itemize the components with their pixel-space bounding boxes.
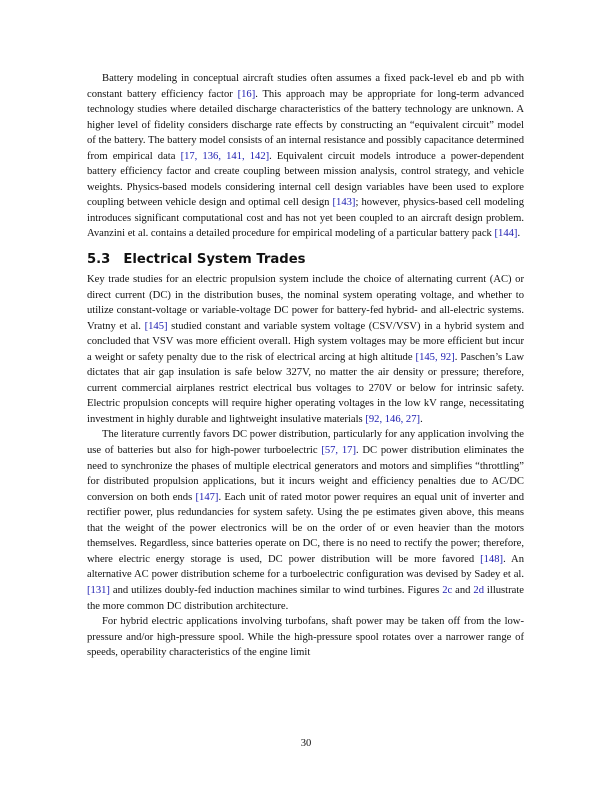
citation[interactable]: [57, 17]: [321, 445, 356, 457]
paragraph-hybrid-turbofan: For hybrid electric applications involving turbofans, shaft power may be taken off from the low-pressure and/or high-pressure spool. While the high-pressure spool rotates over a narrower range of speeds, operability characteristics of the engine limit: [87, 616, 524, 659]
citation[interactable]: [17, 136, 141, 142]: [180, 150, 270, 162]
figure-ref[interactable]: 2d: [473, 584, 484, 596]
citation[interactable]: [148]: [480, 553, 504, 565]
citation[interactable]: [145]: [144, 320, 168, 332]
citation[interactable]: [131]: [87, 584, 110, 596]
citation[interactable]: [16]: [237, 88, 256, 100]
figure-ref[interactable]: 2c: [442, 584, 453, 596]
page-body: [87, 71, 524, 661]
citation[interactable]: [147]: [195, 491, 219, 503]
citation[interactable]: [143]: [332, 197, 356, 209]
citation[interactable]: [92, 146, 27]: [365, 413, 421, 425]
section-number: 5.3: [87, 252, 111, 268]
citation[interactable]: [144]: [494, 228, 518, 240]
paragraph-battery-modeling: Battery modeling in conceptual aircraft studies often assumes a fixed pack-level eb and pb with constant battery efficiency factor [16]. This approach may be appropriate for long-term advanced technology studies where detailed discharge characteristics of the battery technology are unknown. A higher level of fidelity considers discharge rate effects by constructing an “equivalent circuit” model of the battery. The battery model consists of an internal resistance and possibly capacitance determined from empirical data [17, 136, 141, 142]. Equivalent circuit models introduce a power-dependent battery efficiency factor and create coupling between mission analysis, control strategy, and vehicle weights. Physics-based models considering internal cell design variables have been used to explore coupling between vehicle design and optimal cell design [143]; however, physics-based cell modeling introduces significant computational cost and has not yet been coupled to an aircraft design problem. Avanzini et al. contains a detailed procedure for empirical modeling of a particular battery pack [144].: [87, 73, 525, 240]
section-heading: [87, 252, 524, 268]
section-title: Electrical System Trades: [123, 252, 306, 268]
paragraph-dc-distribution: The literature currently favors DC power distribution, particularly for any application involving the use of batteries but also for high-power turboelectric [57, 17]. DC power distribution eliminates the need to synchronize the phases of multiple electrical generators and motors and simplifies “throttling” for distributed propulsion applications, but it incurs weight and efficiency penalties due to AC/DC conversion on both ends [147]. Each unit of rated motor power requires an equal unit of inverter and rectifier power, plus redundancies for system safety. Using the pe estimates given above, this means that the weight of the power electronics will be on the order of or even heavier than the motors themselves. Regardless, since batteries operate on DC, there is no need to rectify the power; therefore, where electric energy storage is used, DC power distribution will be more favored [148]. An alternative AC power distribution scheme for a turboelectric configuration was devised by Sadey et al. [131] and utilizes doubly-fed induction machines similar to wind turbines. Figures 2c and 2d illustrate the more common DC distribution architecture.: [87, 429, 525, 612]
citation[interactable]: [145, 92]: [415, 351, 455, 363]
paragraph-trade-studies: Key trade studies for an electric propulsion system include the choice of alternating current (AC) or direct current (DC) in the distribution buses, the nominal system operating voltage, and whether to utilize constant-voltage or variable-voltage DC power for battery-fed hybrid- and all-electric systems. Vratny et al. [145] studied constant and variable system voltage (CSV/VSV) in a hybrid system and concluded that VSV was more efficient overall. High system voltages may be more efficient but incur a weight or safety penalty due to the risk of electrical arcing at high altitude [145, 92]. Paschen’s Law dictates that air gap insulation is safe below 327V, no matter the air density or pressure; therefore, current commercial airplanes restrict electrical bus voltages to 270V or below for intrinsic safety. Electric propulsion concepts will require higher operating voltages in the low kV range, necessitating investment in highly durable and lightweight insulative materials [92, 146, 27].: [87, 274, 524, 425]
page-number: 30: [300, 738, 312, 749]
